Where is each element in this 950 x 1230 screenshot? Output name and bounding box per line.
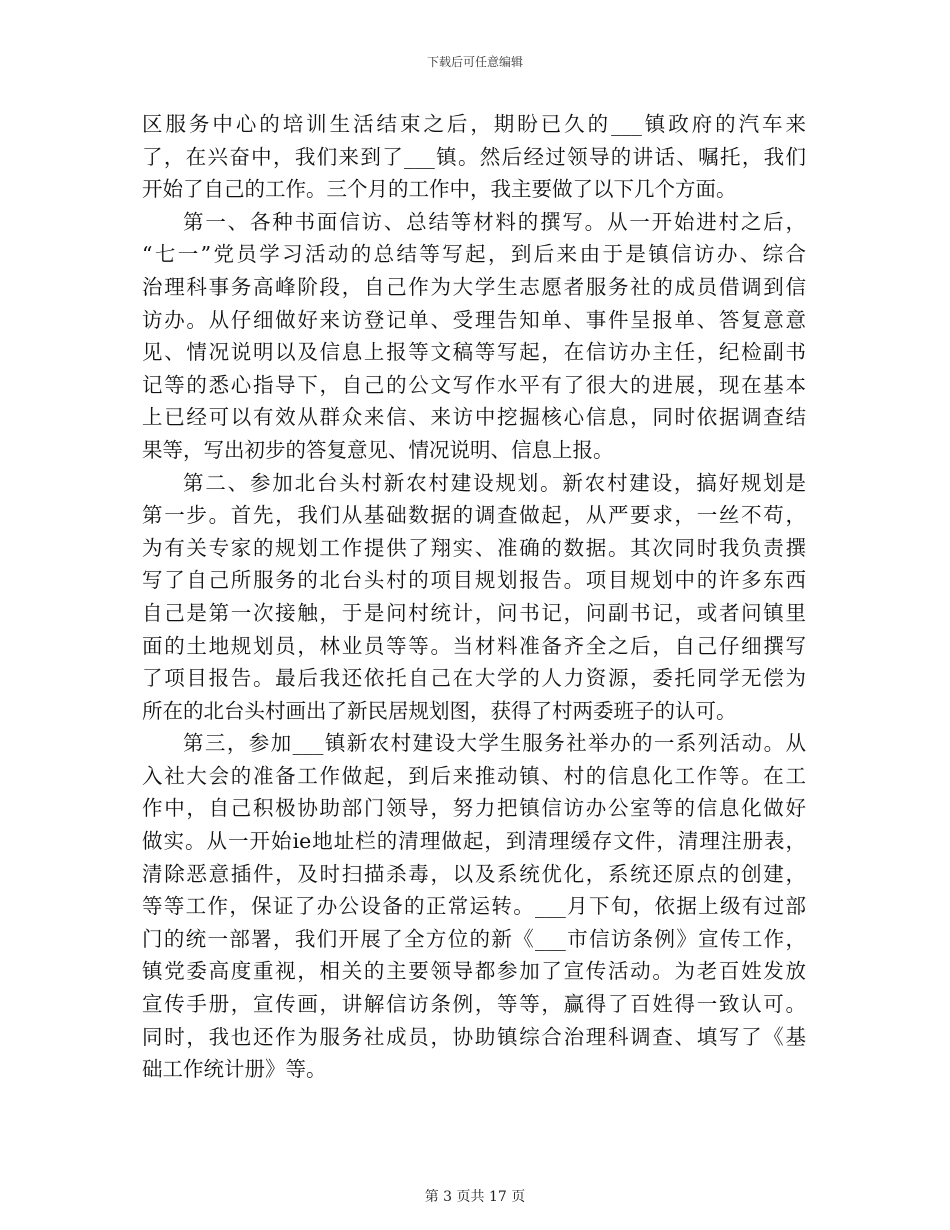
text-line: 做实。从一开始ie地址栏的清理做起，到清理缓存文件，清理注册表， xyxy=(142,829,806,854)
text-line: 访办。从仔细做好来访登记单、受理告知单、事件呈报单、答复意意 xyxy=(142,307,806,332)
text-line: “七一”党员学习活动的总结等写起，到后来由于是镇信访办、综合 xyxy=(142,242,806,267)
text-line: 第三，参加___镇新农村建设大学生服务社举办的一系列活动。从 xyxy=(183,731,806,756)
text-line: 写了自己所服务的北台头村的项目规划报告。项目规划中的许多东西 xyxy=(142,568,806,593)
document-body xyxy=(142,108,806,1086)
page-footer: 第 3 页共 17 页 xyxy=(424,1189,526,1205)
text-line: 入社大会的准备工作做起，到后来推动镇、村的信息化工作等。在工 xyxy=(142,763,806,788)
text-line: 果等，写出初步的答复意见、情况说明、信息上报。 xyxy=(142,437,614,462)
text-line: 治理科事务高峰阶段，自己作为大学生志愿者服务社的成员借调到信 xyxy=(142,274,806,299)
text-line: 所在的北台头村画出了新民居规划图，获得了村两委班子的认可。 xyxy=(142,698,737,723)
text-line: 记等的悉心指导下，自己的公文写作水平有了很大的进展，现在基本 xyxy=(142,372,806,397)
text-line: 第一、各种书面信访、总结等材料的撰写。从一开始进村之后， xyxy=(183,209,806,234)
paragraph-2 xyxy=(142,206,806,467)
text-line: 清除恶意插件，及时扫描杀毒，以及系统优化，系统还原点的创建， xyxy=(142,861,806,886)
text-line: 为有关专家的规划工作提供了翔实、准确的数据。其次同时我负责撰 xyxy=(142,535,806,560)
text-line: 等等工作，保证了办公设备的正常运转。___月下旬，依据上级有过部 xyxy=(142,894,806,919)
text-line: 宣传手册，宣传画，讲解信访条例，等等，赢得了百姓得一致认可。 xyxy=(142,992,806,1017)
text-line: 作中，自己积极协助部门领导，努力把镇信访办公室等的信息化做好 xyxy=(142,796,806,821)
paragraph-3 xyxy=(142,467,806,728)
paragraph-4 xyxy=(142,727,806,1086)
text-line: 区服务中心的培训生活结束之后，期盼已久的___镇政府的汽车来 xyxy=(142,112,806,136)
text-line: 第二、参加北台头村新农村建设规划。新农村建设，搞好规划是 xyxy=(183,470,806,495)
page-header: 下载后可任意编辑 xyxy=(426,55,523,69)
text-line: 镇党委高度重视，相关的主要领导都参加了宣传活动。为老百姓发放 xyxy=(142,959,806,984)
text-line: 开始了自己的工作。三个月的工作中，我主要做了以下几个方面。 xyxy=(142,177,737,202)
paragraph-1 xyxy=(142,108,806,206)
text-line: 面的土地规划员，林业员等等。当材料准备齐全之后，自己仔细撰写 xyxy=(142,633,806,658)
text-line: 见、情况说明以及信息上报等文稿等写起，在信访办主任，纪检副书 xyxy=(142,340,806,365)
text-line: 了项目报告。最后我还依托自己在大学的人力资源，委托同学无偿为 xyxy=(142,666,806,691)
text-line: 了，在兴奋中，我们来到了___镇。然后经过领导的讲话、嘱托，我们 xyxy=(142,144,806,169)
text-line: 自己是第一次接触，于是问村统计，问书记，问副书记，或者问镇里 xyxy=(142,600,806,625)
text-line: 门的统一部署，我们开展了全方位的新《___市信访条例》宣传工作， xyxy=(142,926,806,951)
text-line: 同时，我也还作为服务社成员，协助镇综合治理科调查、填写了《基 xyxy=(142,1024,806,1049)
text-line: 上已经可以有效从群众来信、来访中挖掘核心信息，同时依据调查结 xyxy=(142,405,806,430)
text-line: 础工作统计册》等。 xyxy=(142,1057,327,1082)
text-line: 第一步。首先，我们从基础数据的调查做起，从严要求，一丝不苟， xyxy=(142,503,806,528)
